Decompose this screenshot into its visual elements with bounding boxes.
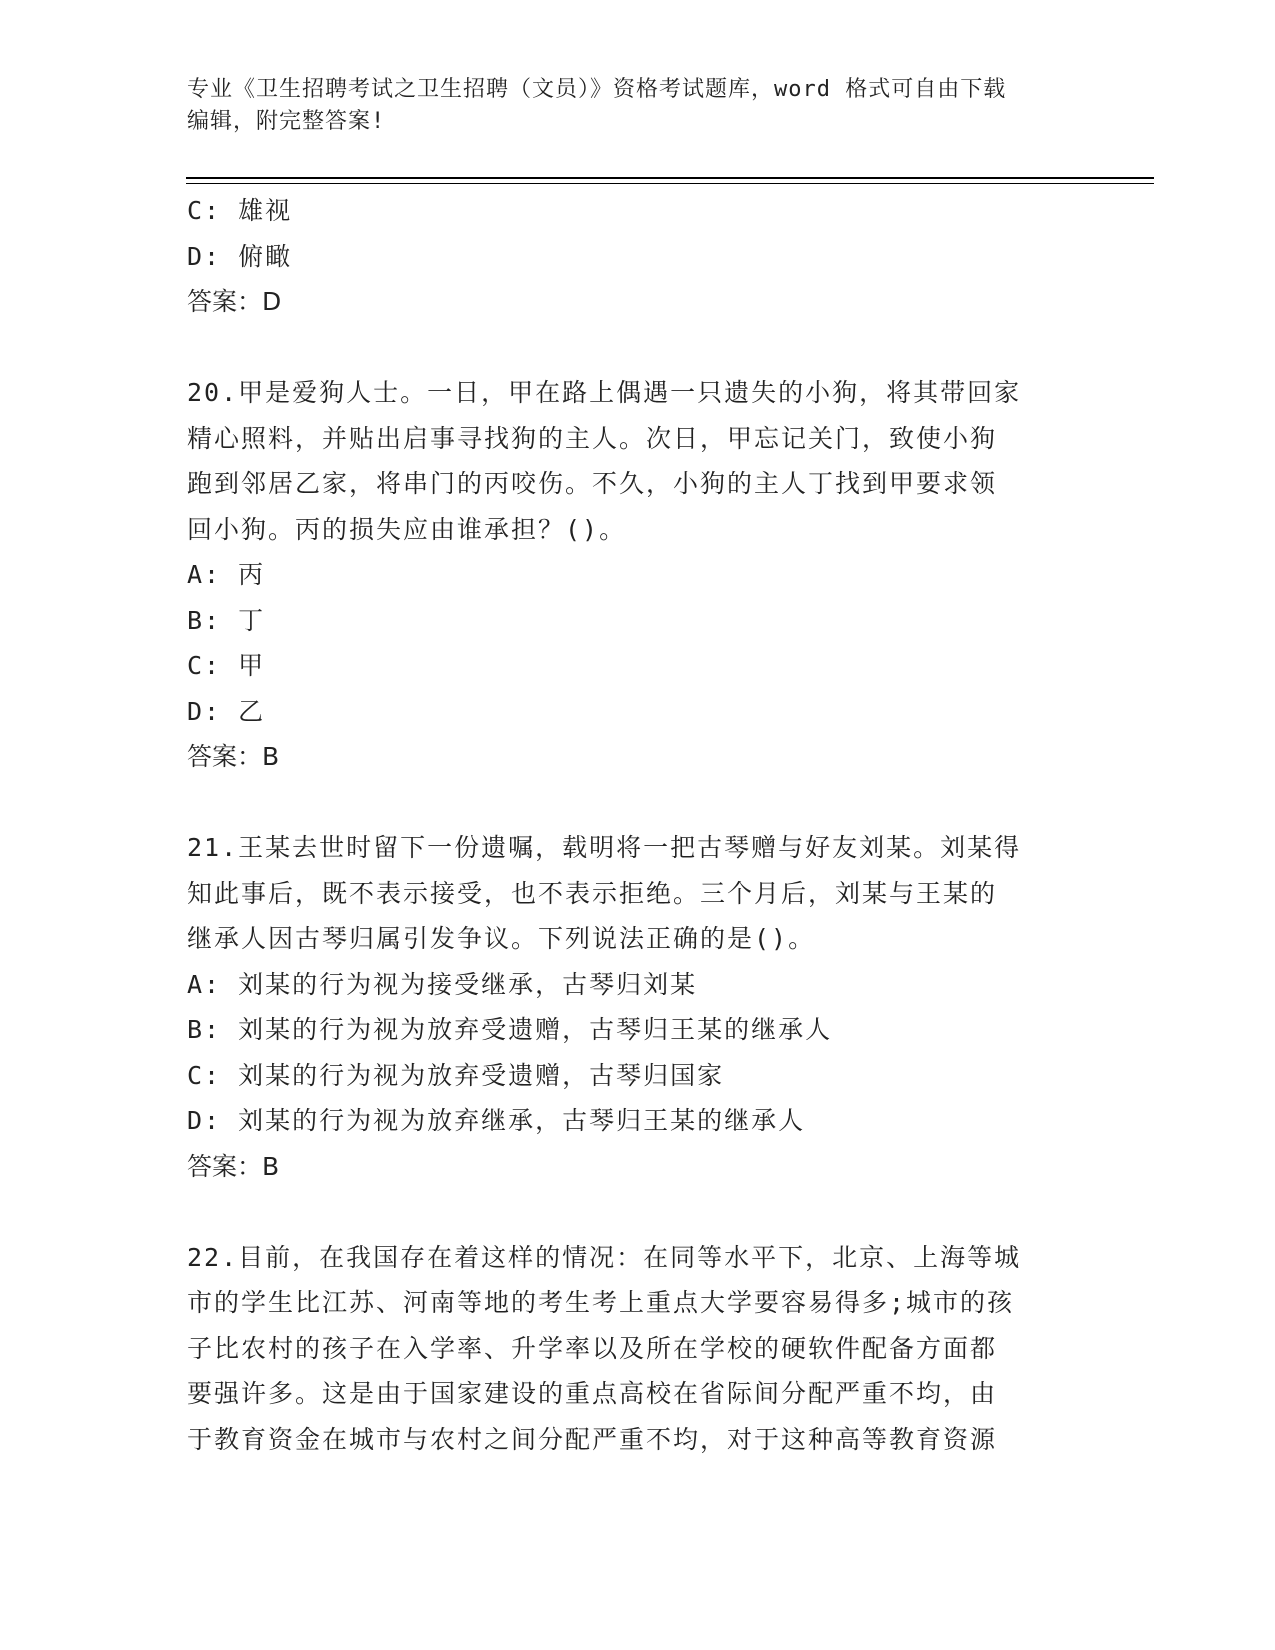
spacer: [187, 1189, 1087, 1235]
option-c: C: 刘某的行为视为放弃受遗赠，古琴归国家: [187, 1060, 725, 1090]
header-line-2: 编辑，附完整答案!: [187, 109, 386, 134]
question-19-continued: [187, 188, 1087, 325]
answer: 答案：B: [187, 742, 280, 771]
option-c: C: 甲: [187, 651, 266, 680]
header-line-1: 专业《卫生招聘考试之卫生招聘（文员）》资格考试题库，word 格式可自由下载: [187, 77, 1007, 102]
question-content: [187, 188, 1087, 1462]
question-stem-line: 20.甲是爱狗人士。一日，甲在路上偶遇一只遗失的小狗，将其带回家: [187, 378, 1022, 407]
option-d: D: 刘某的行为视为放弃继承，古琴归王某的继承人: [187, 1106, 806, 1135]
question-stem-line: 要强许多。这是由于国家建设的重点高校在省际间分配严重不均，由: [187, 1379, 998, 1408]
spacer: [187, 780, 1087, 826]
question-stem-line: 回小狗。丙的损失应由谁承担？()。: [187, 514, 627, 544]
question-stem-line: 继承人因古琴归属引发争议。下列说法正确的是()。: [187, 924, 816, 953]
option-b: B: 刘某的行为视为放弃受遗赠，古琴归王某的继承人: [187, 1015, 833, 1044]
option-b: B: 丁: [187, 605, 266, 635]
option-d: D: 乙: [187, 696, 266, 726]
question-stem-line: 精心照料，并贴出启事寻找狗的主人。次日，甲忘记关门，致使小狗: [187, 423, 998, 453]
question-stem-line: 21.王某去世时留下一份遗嘱，载明将一把古琴赠与好友刘某。刘某得: [187, 833, 1022, 862]
option-a: A: 丙: [187, 560, 266, 589]
page-header: [187, 74, 1087, 138]
question-stem-line: 22.目前，在我国存在着这样的情况：在同等水平下，北京、上海等城: [187, 1242, 1022, 1272]
question-stem-line: 于教育资金在城市与农村之间分配严重不均，对于这种高等教育资源: [187, 1424, 998, 1454]
header-rule-thick: [186, 177, 1154, 179]
question-stem-line: 子比农村的孩子在入学率、升学率以及所在学校的硬软件配备方面都: [187, 1333, 998, 1363]
question-22: [187, 1235, 1087, 1463]
question-stem-line: 知此事后，既不表示接受，也不表示拒绝。三个月后，刘某与王某的: [187, 878, 998, 908]
header-rule-thin: [186, 183, 1154, 184]
question-stem-line: 跑到邻居乙家，将串门的丙咬伤。不久，小狗的主人丁找到甲要求领: [187, 469, 998, 498]
question-21: [187, 825, 1087, 1189]
spacer: [187, 325, 1087, 371]
question-20: [187, 370, 1087, 780]
option-a: A: 刘某的行为视为接受继承，古琴归刘某: [187, 969, 698, 999]
option-d: D: 俯瞰: [187, 241, 293, 271]
question-stem-line: 市的学生比江苏、河南等地的考生考上重点大学要容易得多;城市的孩: [187, 1288, 1015, 1317]
answer: 答案：B: [187, 1151, 280, 1181]
option-c: C: 雄视: [187, 196, 293, 225]
answer: 答案：D: [187, 287, 282, 316]
